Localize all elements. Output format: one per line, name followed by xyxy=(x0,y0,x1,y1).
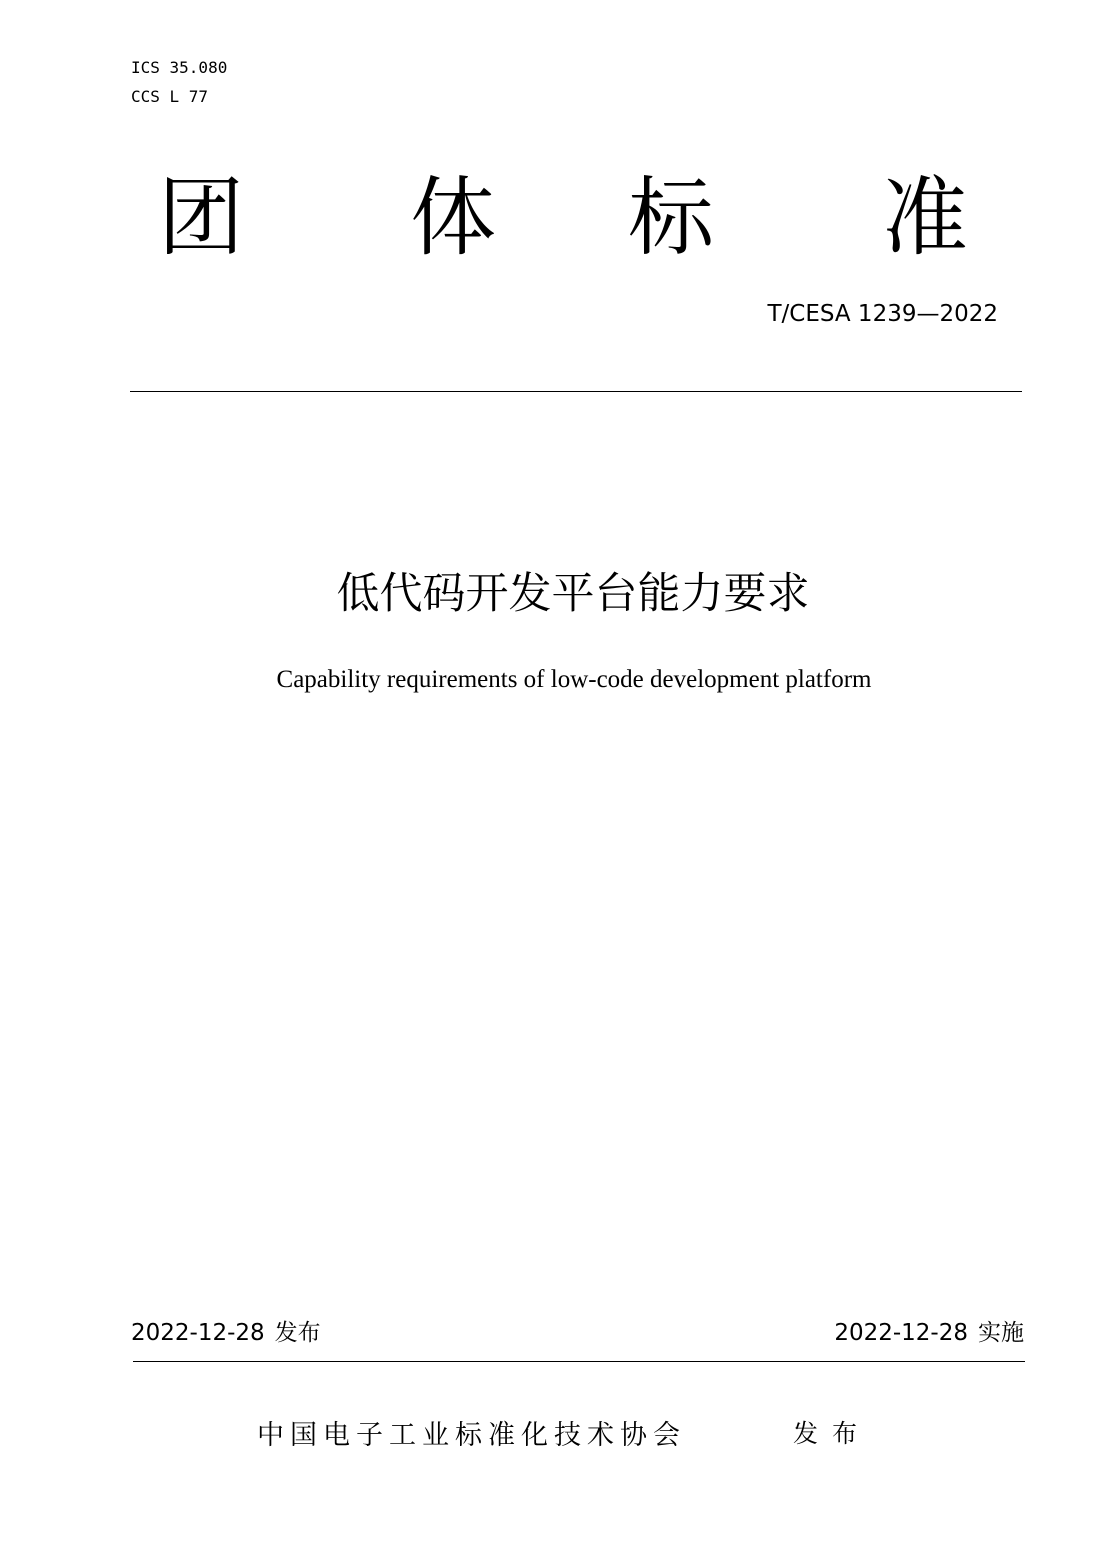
standard-type-char: 准 xyxy=(882,168,968,268)
ics-code: ICS 35.080 xyxy=(131,58,228,77)
implement-date-line xyxy=(834,1318,1024,1348)
bottom-divider xyxy=(133,1361,1025,1362)
publish-date: 2022-12-28 xyxy=(131,1320,265,1346)
publish-date-line xyxy=(131,1318,321,1348)
publisher-organization: 中国电子工业标准化技术协会 xyxy=(257,1420,686,1451)
implement-label: 实施 xyxy=(978,1320,1024,1346)
publish-label: 发布 xyxy=(274,1320,321,1346)
standard-type-char: 团 xyxy=(158,168,244,268)
implement-date: 2022-12-28 xyxy=(834,1320,968,1346)
document-title-english: Capability requirements of low-code development platform xyxy=(276,666,872,693)
document-title-chinese: 低代码开发平台能力要求 xyxy=(336,569,810,619)
top-divider xyxy=(130,391,1022,392)
standard-type-char: 标 xyxy=(628,168,714,268)
standard-type-char: 体 xyxy=(410,168,496,268)
publisher-action: 发布 xyxy=(793,1419,872,1448)
ccs-code: CCS L 77 xyxy=(131,87,209,106)
standard-number: T/CESA 1239—2022 xyxy=(767,301,998,327)
